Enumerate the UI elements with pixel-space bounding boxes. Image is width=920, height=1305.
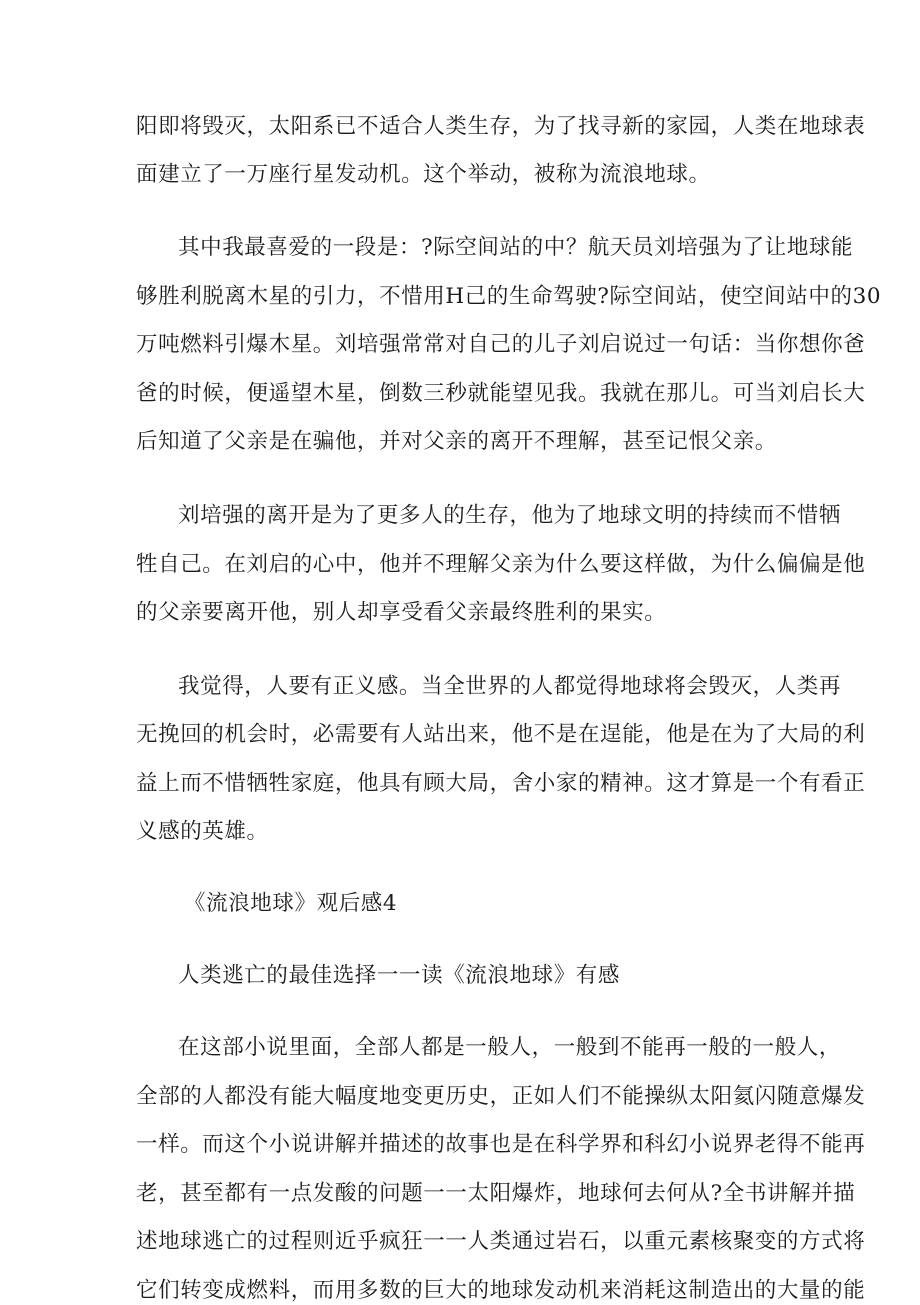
text-line: 一样。而这个小说讲解并描述的故事也是在科学界和科幻小说界老得不能再 (136, 1132, 866, 1157)
text-line: 其中我最喜爱的一段是：?际空间站的中？航天员刘培强为了让地球能 (178, 235, 854, 260)
text-line: 后知道了父亲是在骗他，并对父亲的离开不理解，甚至记恨父亲。 (136, 429, 777, 454)
subtitle: 人类逃亡的最佳选择一一读《流浪地球》有感 (178, 963, 621, 988)
text-line: 万吨燃料引爆木星。刘培强常常对自己的儿子刘启说过一句话：当你想你爸 (136, 332, 866, 357)
text-line: 够胜利脱离木星的引力，不惜用H己的生命驾驶?际空间站，使空间站中的30 (136, 284, 882, 309)
text-line: 刘培强的离开是为了更多人的生存，他为了地球文明的持续而不惜牺 (178, 503, 842, 528)
text-line: 益上而不惜牺牲家庭，他具有顾大局，舍小家的精神。这才算是一个有看正 (136, 771, 866, 796)
text-line: 的父亲要离开他，别人却享受看父亲最终胜利的果实。 (136, 600, 667, 625)
text-line: 义感的英雄。 (136, 819, 269, 844)
text-line: 爸的时候，便遥望木星，倒数三秒就能望见我。我就在那儿。可当刘启长大 (136, 381, 866, 406)
text-line: 全部的人都没有能大幅度地变更历史，正如人们不能操纵太阳氦闪随意爆发 (136, 1084, 866, 1109)
text-line: 面建立了一万座行星发动机。这个举动，被称为流浪地球。 (136, 162, 711, 187)
text-line: 我觉得，人要有正义感。当全世界的人都觉得地球将会毁灭，人类再 (178, 674, 842, 699)
text-line: 无挽回的机会时，必需要有人站出来，他不是在逞能，他是在为了大局的利 (136, 722, 866, 747)
section-heading: 《流浪地球》观后感4 (184, 891, 398, 916)
text-line: 述地球逃亡的过程则近乎疯狂一一人类通过岩石，以重元素核聚变的方式将 (136, 1229, 866, 1254)
text-line: 它们转变成燃料，而用多数的巨大的地球发动机来消耗这制造出的大量的能 (136, 1278, 866, 1303)
text-line: 老，甚至都有一点发酸的问题一一太阳爆炸，地球何去何从?全书讲解并描 (136, 1181, 856, 1206)
text-line: 在这部小说里面，全部人都是一般人，一般到不能再一般的一般人， (178, 1035, 842, 1060)
text-line: 阳即将毁灭，太阳系已不适合人类生存，为了找寻新的家园，人类在地球表 (136, 114, 866, 139)
text-line: 牲自己。在刘启的心中，他并不理解父亲为什么要这样做，为什么偏偏是他 (136, 552, 866, 577)
